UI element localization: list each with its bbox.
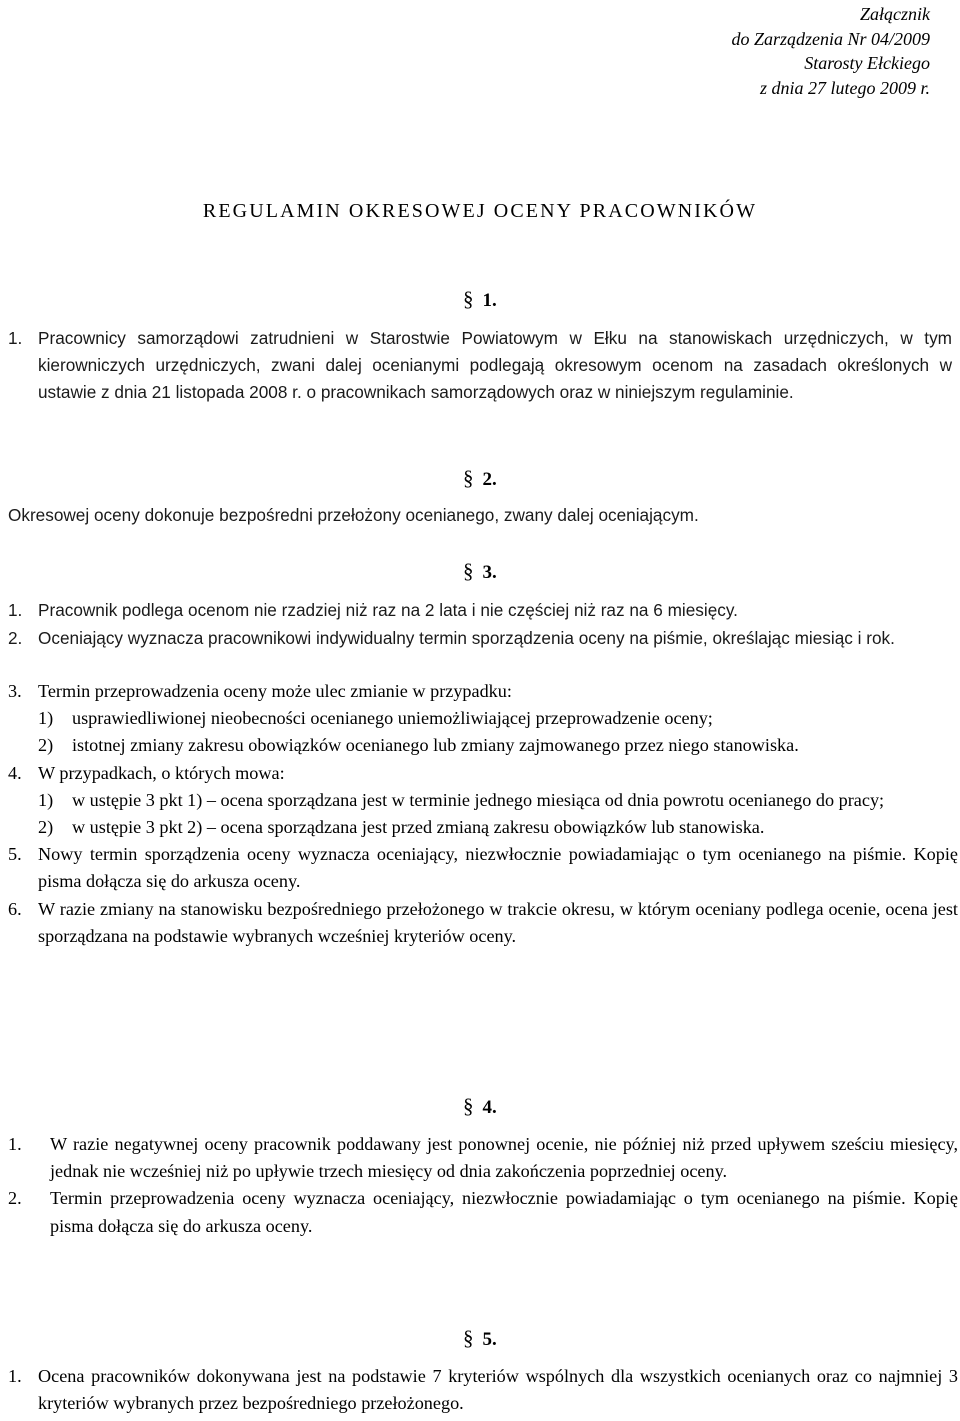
point-number: 2. [8,1188,22,1209]
section-4-item-1 [8,1131,958,1185]
section-number: 4. [482,1097,497,1118]
point-number: 2. [8,628,23,648]
header-line-3: Starosty Ełckiego [804,53,930,73]
section-heading-5 [463,1328,497,1349]
section-symbol: § [463,1326,474,1350]
header-line-4: z dnia 27 lutego 2009 r. [759,77,930,98]
point-text: Termin przeprowadzenia oceny wyznacza oceniający, niezwłocznie powiadamiając o tym ocenianego na piśmie. Kopię pisma dołącza się do arkusza oceny. [50,1188,958,1236]
header-line-2: do Zarządzenia Nr 04/2009 [731,28,930,49]
section-2-text: Okresowej oceny dokonuje bezpośredni przełożony ocenianego, zwany dalej oceniającym. [8,505,699,525]
section-number: 3. [482,562,497,583]
section-3-item-4-sub-1 [38,787,958,814]
point-text: Ocena pracowników dokonywana jest na podstawie 7 kryteriów wspólnych dla wszystkich ocenianych oraz co najmniej 3 kryteriów wybranych przez bezpośredniego przełożonego. [38,1366,958,1414]
section-3-items-serif [8,678,958,950]
point-number: 6. [8,898,22,919]
point-text: W przypadkach, o których mowa: [38,762,285,783]
section-heading-3 [463,561,497,582]
point-number: 5. [8,844,22,865]
attachment-header [731,2,930,100]
section-3-item-4 [8,760,958,787]
header-line-1: Załącznik [860,4,930,24]
section-3-item-3-sub-1 [38,705,958,732]
point-text: Termin przeprowadzenia oceny może ulec zmianie w przypadku: [38,681,512,701]
point-text: Oceniający wyznacza pracownikowi indywidualny termin sporządzenia oceny na piśmie, określając miesiąc i rok. [38,628,895,648]
subpoint-number: 2) [38,735,54,756]
subpoint-text: usprawiedliwionej nieobecności ocenianego uniemożliwiającej przeprowadzenie oceny; [72,708,713,729]
subpoint-text: w ustępie 3 pkt 1) – ocena sporządzana jest w terminie jednego miesiąca od dnia powrotu ocenianego do pracy; [72,789,885,810]
section-heading-2 [463,468,497,489]
section-number: 2. [482,469,497,490]
section-3-item-6 [8,896,958,950]
section-5-item-1 [8,1363,958,1417]
section-heading-1 [463,289,497,310]
point-text: Pracownik podlega ocenom nie rzadziej niż raz na 2 lata i nie częściej niż raz na 6 miesięcy. [38,600,738,620]
section-number: 1. [482,290,497,311]
section-5-body [8,1363,958,1417]
point-text: Nowy termin sporządzenia oceny wyznacza oceniający, niezwłocznie powiadamiając o tym ocenianego na piśmie. Kopię pisma dołącza się do arkusza oceny. [38,844,958,892]
section-3-item-1 [8,597,952,624]
point-number: 3. [8,681,22,701]
point-number: 1. [8,600,23,620]
section-3-item-5 [8,841,958,895]
section-symbol: § [463,466,474,490]
subpoint-number: 1) [38,789,54,810]
section-3-item-3 [8,678,958,705]
section-number: 5. [482,1329,497,1350]
section-3-item-2 [8,625,952,652]
section-heading-4 [463,1096,497,1117]
subpoint-number: 2) [38,817,54,838]
section-1-point-1 [8,325,952,406]
subpoint-text: w ustępie 3 pkt 2) – ocena sporządzana jest przed zmianą zakresu obowiązków lub stanowiska. [72,817,765,838]
point-number: 1. [8,1366,22,1386]
point-number: 4. [8,762,22,783]
section-symbol: § [463,287,474,311]
subpoint-text: istotnej zmiany zakresu obowiązków ocenianego lub zmiany zajmowanego przez niego stanowiska. [72,735,799,756]
subpoint-number: 1) [38,708,54,729]
point-number: 1. [8,328,23,348]
section-symbol: § [463,559,474,583]
point-text: Pracownicy samorządowi zatrudnieni w Starostwie Powiatowym w Ełku na stanowiskach urzędniczych, w tym kierowniczych urzędniczych, zwani dalej ocenianymi podlegają okresowym ocenom na zasadach określonych w ustawie z dnia 21 listopada 2008 r. o pracownikach samorządowych oraz w niniejszym regulaminie. [38,328,952,402]
section-symbol: § [463,1094,474,1118]
section-3-item-3-sub-2 [38,732,958,759]
section-1-body [8,325,952,406]
point-text: W razie zmiany na stanowisku bezpośredniego przełożonego w trakcie okresu, w którym oceniany podlega ocenie, ocena jest sporządzana na podstawie wybranych wcześniej kryteriów oceny. [38,898,958,946]
section-4-body [8,1131,958,1240]
section-4-item-2 [8,1185,958,1239]
point-number: 1. [8,1134,22,1154]
document-title: REGULAMIN OKRESOWEJ OCENY PRACOWNIKÓW [202,200,758,222]
section-3-item-4-sub-2 [38,814,958,841]
point-text: W razie negatywnej oceny pracownik poddawany jest ponownej ocenie, nie później niż przed upływem sześciu miesięcy, jednak nie wcześniej niż po upływie trzech miesięcy od dnia zakończenia poprzedniej oceny. [50,1134,958,1182]
